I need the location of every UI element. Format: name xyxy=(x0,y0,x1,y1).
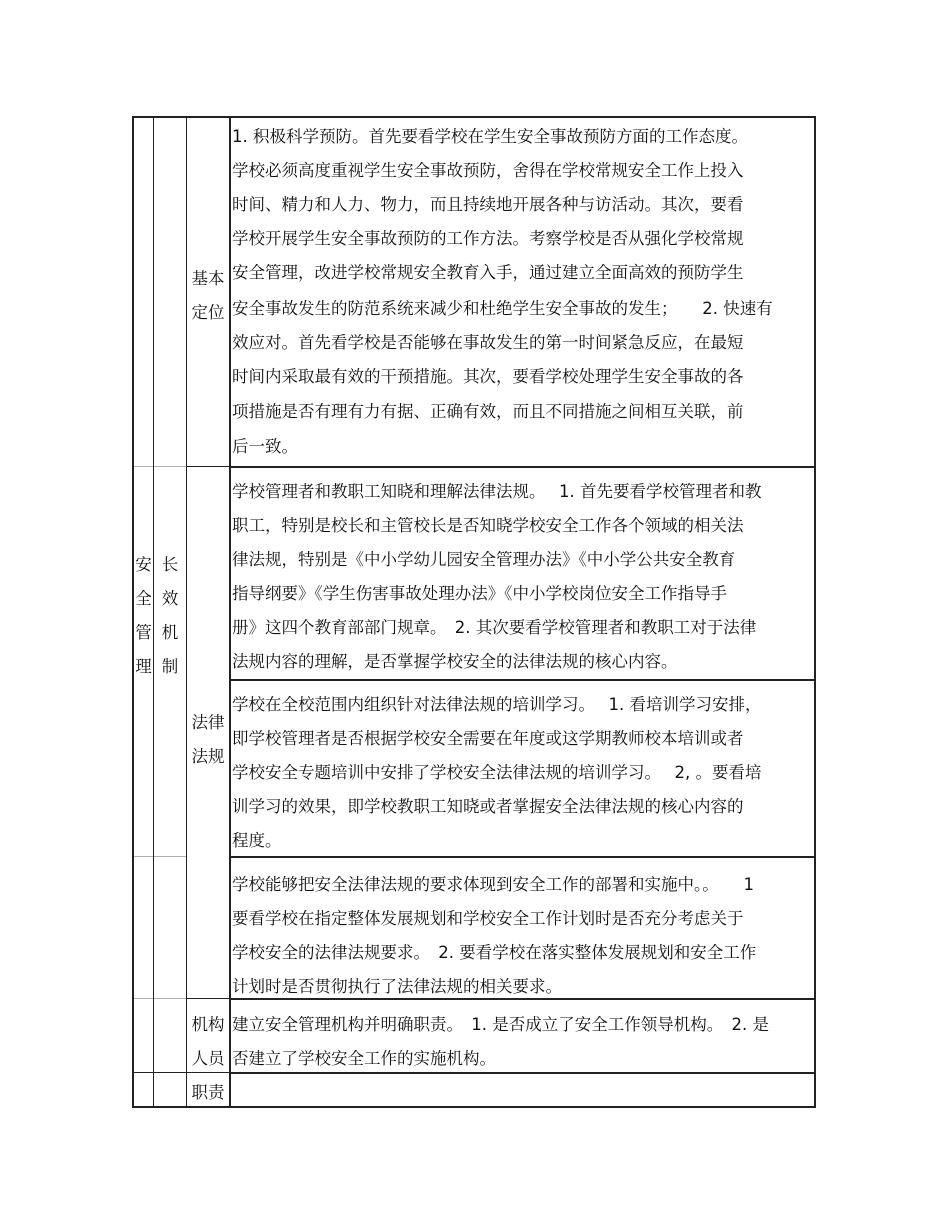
text-line: 学校安全专题培训中安排了学校安全法律法规的培训学习。 2, 。要看培 xyxy=(232,763,762,782)
text-line: 册》这四个教育部部门规章。 2. 其次要看学校管理者和教职工对于法律 xyxy=(232,618,757,637)
category-divider-1 xyxy=(186,466,230,467)
text-line: 指导纲要》《学生伤害事故处理办法》《中小学校岗位安全工作指导手 xyxy=(232,584,727,603)
text-line: 时间、精力和人力、物力，而且持续地开展各种与访活动。其次，要看 xyxy=(232,195,744,214)
col2-char: 效 xyxy=(161,589,179,608)
category-col-1 xyxy=(134,548,153,684)
left-tick-3 xyxy=(132,998,187,999)
category-label: 定位 xyxy=(191,303,225,322)
category-label: 法规 xyxy=(191,747,225,766)
left-tick-1 xyxy=(132,466,187,467)
category-label: 基本 xyxy=(191,269,225,288)
text-line: 安全管理，改进学校常规安全教育入手，通过建立全面高效的预防学生 xyxy=(232,263,744,282)
text-line: 程度。 xyxy=(232,831,282,850)
text-line: 安全事故发生的防范系统来减少和杜绝学生安全事故的发生； 2. 快速有 xyxy=(232,299,773,318)
category-label: 职责 xyxy=(191,1083,225,1102)
col1-char: 理 xyxy=(135,657,152,676)
table-border-right xyxy=(814,116,816,1108)
text-line: 要看学校在指定整体发展规划和学校安全工作计划时是否充分考虑关于 xyxy=(232,909,744,928)
text-line: 后一致。 xyxy=(232,437,298,456)
text-line: 否建立了学校安全工作的实施机构。 xyxy=(232,1049,496,1068)
text-line: 即学校管理者是否根据学校安全需要在年度或这学期教师校本培训或者 xyxy=(232,729,744,748)
text-line: 1. 积极科学预防。首先要看学校在学生安全事故预防方面的工作态度。 xyxy=(232,127,748,146)
text-line: 学校开展学生安全事故预防的工作方法。考察学校是否从强化学校常规 xyxy=(232,229,744,248)
text-line: 职工，特别是校长和主管校长是否知晓学校安全工作各个领域的相关法 xyxy=(232,516,744,535)
text-line: 律法规，特别是《中小学幼儿园安全管理办法》《中小学公共安全教育 xyxy=(232,550,736,569)
text-line: 建立安全管理机构并明确职责。 1. 是否成立了安全工作领导机构。 2. 是 xyxy=(232,1015,769,1034)
table-border-bottom xyxy=(132,1106,816,1108)
category-laws-regulations xyxy=(186,706,230,774)
col1-char: 安 xyxy=(135,555,152,574)
text-line: 项措施是否有理有力有据、正确有效，而且不同措施之间相互关联，前 xyxy=(232,402,744,421)
category-divider-2 xyxy=(186,998,230,999)
col2-char: 长 xyxy=(161,555,179,574)
col2-char: 机 xyxy=(161,623,179,642)
row-divider-1 xyxy=(229,466,816,468)
category-col-2 xyxy=(154,548,186,684)
text-line: 计划时是否贯彻执行了法律法规的相关要求。 xyxy=(232,977,562,996)
text-line: 法规内容的理解，是否掌握学校安全的法律法规的核心内容。 xyxy=(232,652,678,671)
text-line: 学校必须高度重视学生安全事故预防，舍得在学校常规安全工作上投入 xyxy=(232,161,744,180)
col1-char: 管 xyxy=(135,623,152,642)
text-line: 学校安全的法律法规要求。 2. 要看学校在落实整体发展规划和安全工作 xyxy=(232,943,757,962)
col2-char: 制 xyxy=(161,657,179,676)
text-line: 效应对。首先看学校是否能够在事故发生的第一时间紧急反应，在最短 xyxy=(232,333,744,352)
text-line: 时间内采取最有效的干预措施。其次，要看学校处理学生安全事故的各 xyxy=(232,367,744,386)
category-label: 法律 xyxy=(191,713,225,732)
empty-content-cell xyxy=(232,1074,814,1106)
text-line: 学校管理者和教职工知晓和理解法律法规。 1. 首先要看学校管理者和教 xyxy=(232,482,762,501)
category-org-staff-duties xyxy=(186,1008,230,1110)
category-basic-positioning xyxy=(186,262,230,330)
text-line: 学校能够把安全法律法规的要求体现到安全工作的部署和实施中。。 1 xyxy=(232,875,754,894)
left-tick-2 xyxy=(132,856,187,857)
col1-char: 全 xyxy=(135,589,152,608)
text-line: 训学习的效果，即学校教职工知晓或者掌握安全法律法规的核心内容的 xyxy=(232,797,744,816)
row-divider-3 xyxy=(229,856,816,858)
text-line: 学校在全校范围内组织针对法律法规的培训学习。 1. 看培训学习安排， xyxy=(232,695,762,714)
row-divider-2 xyxy=(229,679,816,681)
category-label: 机构 xyxy=(191,1015,225,1034)
table-border-top xyxy=(132,116,816,118)
category-label: 人员 xyxy=(191,1049,225,1068)
